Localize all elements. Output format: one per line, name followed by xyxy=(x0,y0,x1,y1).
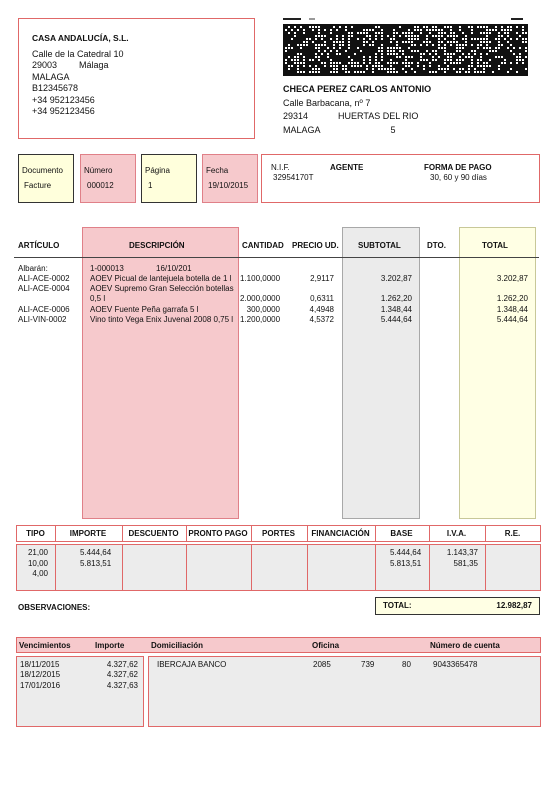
due-dc: 80 xyxy=(402,660,411,669)
customer-zip: 29314 xyxy=(283,111,309,121)
due-col-importe: Importe xyxy=(95,641,125,650)
due-cuenta: 9043365478 xyxy=(433,660,478,669)
tax-tipo: 21,00 xyxy=(27,548,48,557)
col-subtotal: SUBTOTAL xyxy=(358,241,401,250)
numero-box xyxy=(80,154,136,203)
due-amount: 4.327,63 xyxy=(106,681,138,690)
col-articulo: ARTÍCULO xyxy=(18,241,60,250)
customer-city: HUERTAS DEL RIO xyxy=(338,111,419,121)
due-amount: 4.327,62 xyxy=(106,660,138,669)
line-cantidad: 300,0000 xyxy=(246,305,280,314)
company-province: MALAGA xyxy=(32,71,70,82)
line-precio: 0,6311 xyxy=(310,294,334,303)
line-descripcion: AOEV Fuente Peña garrafa 5 l xyxy=(90,305,199,314)
company-phone-1: +34 952123456 xyxy=(32,94,95,105)
col-descripcion: DESCRIPCIÓN xyxy=(129,241,185,250)
due-bank: IBERCAJA BANCO xyxy=(157,660,227,669)
tax-tipo: 10,00 xyxy=(27,559,48,568)
total-label: TOTAL: xyxy=(383,601,412,610)
tax-col-pronto-pago: PRONTO PAGO xyxy=(188,529,248,538)
due-date: 18/12/2015 xyxy=(20,670,61,679)
tax-col-financiacion: FINANCIACIÓN xyxy=(311,529,370,538)
line-total: 1.348,44 xyxy=(496,305,528,314)
numero-label: Número xyxy=(84,166,113,175)
tax-col-portes: PORTES xyxy=(262,529,295,538)
due-oficina: 739 xyxy=(361,660,375,669)
due-amount: 4.327,62 xyxy=(106,670,138,679)
pagina-label: Página xyxy=(145,166,170,175)
total-column xyxy=(459,227,536,519)
albaran-number: 1-000013 xyxy=(90,264,124,273)
tax-col-tipo: TIPO xyxy=(26,529,45,538)
company-info xyxy=(32,33,129,118)
line-descripcion-cont: 0,5 l xyxy=(90,294,106,303)
nif-label: N.I.F. xyxy=(271,163,290,172)
company-address: Calle de la Catedral 10 xyxy=(32,48,124,59)
company-phone-2: +34 952123456 xyxy=(32,106,95,116)
tax-col-iva: I.V.A. xyxy=(446,529,467,538)
albaran-date: 16/10/201 xyxy=(156,264,192,273)
company-zip: 29003 xyxy=(32,60,58,70)
due-col-numero-cuenta: Número de cuenta xyxy=(430,641,500,650)
tax-base: 5.813,51 xyxy=(390,559,422,568)
line-descripcion: AOEV Picual de lantejuela botella de 1 l xyxy=(90,274,232,283)
pagina-box xyxy=(141,154,197,203)
line-subtotal: 3.202,87 xyxy=(380,274,412,283)
fecha-box xyxy=(202,154,258,203)
line-subtotal: 1.262,20 xyxy=(380,294,412,303)
tax-col-importe: IMPORTE xyxy=(69,529,107,538)
documento-label: Documento xyxy=(22,166,63,175)
due-date: 17/01/2016 xyxy=(20,681,61,690)
tax-tipo: 4,00 xyxy=(32,569,48,578)
subtotal-column xyxy=(342,227,420,519)
line-descripcion: AOEV Supremo Gran Selección botellas xyxy=(90,284,234,293)
due-date: 18/11/2015 xyxy=(20,660,60,669)
forma-pago-value: 30, 60 y 90 días xyxy=(430,173,487,182)
line-precio: 4,4948 xyxy=(309,305,334,314)
col-precio: PRECIO UD. xyxy=(292,241,339,250)
due-col-oficina: Oficina xyxy=(312,641,340,650)
numero-value: 000012 xyxy=(87,181,114,190)
line-total: 3.202,87 xyxy=(496,274,528,283)
total-value: 12.982,87 xyxy=(496,601,532,610)
line-precio: 4,5372 xyxy=(309,315,334,324)
tax-base: 5.444,64 xyxy=(390,548,422,557)
customer-name: CHECA PEREZ CARLOS ANTONIO xyxy=(283,84,432,94)
tax-importe: 5.444,64 xyxy=(80,548,112,557)
company-city: Málaga xyxy=(79,60,109,70)
customer-address: Calle Barbacana, nº 7 xyxy=(283,97,371,108)
customer-number: 5 xyxy=(390,124,396,135)
col-total: TOTAL xyxy=(482,241,508,250)
line-articulo: ALI-ACE-0002 xyxy=(18,274,70,283)
table-header-rule xyxy=(14,257,539,258)
line-descripcion: Vino tinto Vega Enix Juvenal 2008 0,75 l xyxy=(90,315,234,324)
line-subtotal: 1.348,44 xyxy=(380,305,412,314)
tax-col-base: BASE xyxy=(390,529,413,538)
tax-col-descuento: DESCUENTO xyxy=(128,529,179,538)
tax-iva: 1.143,37 xyxy=(446,548,478,557)
tax-col-re: R.E. xyxy=(504,529,521,538)
forma-pago-label: FORMA DE PAGO xyxy=(424,163,492,172)
company-tax-id: B12345678 xyxy=(32,83,79,93)
albaran-label: Albarán: xyxy=(18,264,48,273)
customer-info xyxy=(283,84,431,136)
fecha-label: Fecha xyxy=(206,166,229,175)
line-total: 1.262,20 xyxy=(496,294,528,303)
col-dto: DTO. xyxy=(427,241,446,250)
line-cantidad: 1.100,0000 xyxy=(240,274,281,283)
line-total: 5.444,64 xyxy=(496,315,528,324)
barcode-image xyxy=(283,17,528,79)
line-subtotal: 5.444,64 xyxy=(380,315,412,324)
company-name: CASA ANDALUCÍA, S.L. xyxy=(32,33,129,43)
agente-label: AGENTE xyxy=(330,163,364,172)
observaciones-label: OBSERVACIONES: xyxy=(18,603,91,612)
line-articulo: ALI-VIN-0002 xyxy=(18,315,67,324)
tax-iva: 581,35 xyxy=(453,559,478,568)
line-cantidad: 1.200,0000 xyxy=(240,315,281,324)
line-articulo: ALI-ACE-0004 xyxy=(18,284,70,293)
due-entidad: 2085 xyxy=(313,660,331,669)
line-cantidad: 2.000,0000 xyxy=(240,294,281,303)
line-precio: 2,9117 xyxy=(310,274,334,283)
documento-box xyxy=(18,154,74,203)
line-articulo: ALI-ACE-0006 xyxy=(18,305,70,314)
tax-importe: 5.813,51 xyxy=(80,559,112,568)
pagina-value: 1 xyxy=(148,181,153,190)
due-col-domiciliacion: Domiciliación xyxy=(151,641,204,650)
documento-value: Facture xyxy=(24,181,52,190)
due-col-vencimientos: Vencimientos xyxy=(19,641,71,650)
fecha-value: 19/10/2015 xyxy=(208,181,249,190)
nif-value: 32954170T xyxy=(273,173,314,182)
col-cantidad: CANTIDAD xyxy=(242,241,284,250)
customer-province: MALAGA xyxy=(283,124,321,135)
